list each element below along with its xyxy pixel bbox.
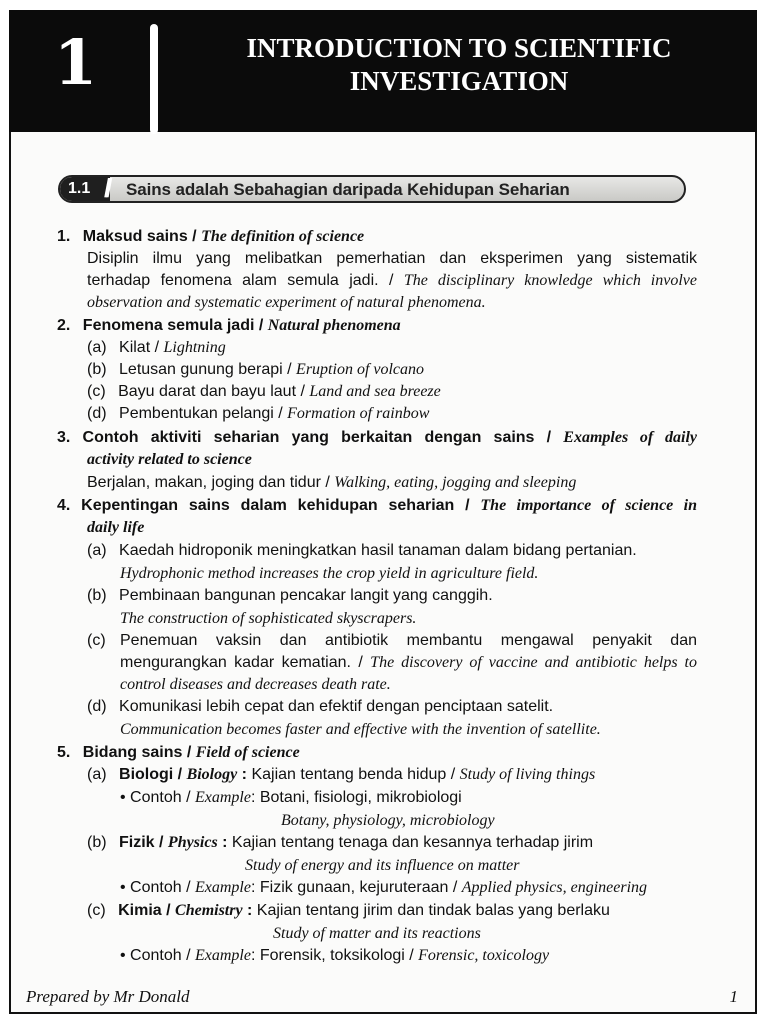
item-1-line-1: Disiplin ilmu yang melibatkan pemerhatian dan eksperimen yang sistematik <box>87 250 697 267</box>
item-4-sub-c-line3: control diseases and decreases death rate. <box>120 676 391 693</box>
item-text-en: The disciplinary knowledge which involve <box>403 272 697 289</box>
sub-text-ms: Pembinaan bangunan pencakar langit yang canggih. <box>119 587 493 604</box>
sub-label: (d) <box>87 698 107 715</box>
item-heading-ms: Fenomena semula jadi / <box>82 317 268 334</box>
item-3-heading-cont: activity related to science <box>87 451 252 468</box>
sub-label: (d) <box>87 405 107 422</box>
section-number-box <box>60 177 110 201</box>
sub-text-en: The discovery of vaccine and antibiotic helps to <box>370 654 697 671</box>
sub-text-en: Land and sea breeze <box>309 383 441 400</box>
item-heading-en: The importance of science in <box>480 497 697 514</box>
item-heading-en: Examples of daily <box>563 429 697 446</box>
section-title: Sains adalah Sebahagian daripada Kehidupan Seharian <box>126 180 570 199</box>
example-list: : Botani, fisiologi, mikrobiologi <box>250 789 462 806</box>
example-list-en: Applied physics, engineering <box>461 879 648 896</box>
sub-label: (a) <box>87 542 107 559</box>
item-4-sub-d <box>87 696 553 718</box>
field-name-en: Biology <box>186 766 238 783</box>
item-number: 4. <box>57 497 71 514</box>
double-slash-icon: // <box>104 175 107 203</box>
sub-text-ms: Komunikasi lebih cepat dan efektif dengan penciptaan satelit. <box>119 698 554 715</box>
item-4-sub-a-en: Hydrophonic method increases the crop yield in agriculture field. <box>120 565 539 582</box>
item-5-sub-a <box>87 764 595 786</box>
field-colon: : <box>242 902 257 919</box>
field-name-en: Physics <box>167 834 218 851</box>
sub-label: (b) <box>87 361 107 378</box>
item-text-ms: terhadap fenomena alam semula jadi. / <box>87 272 404 289</box>
sub-label: (c) <box>87 383 106 400</box>
sub-text-ms: Kaedah hidroponik meningkatkan hasil tanaman dalam bidang pertanian. <box>119 542 637 559</box>
example-label-en: Example <box>194 947 251 964</box>
item-4-sub-b-en: The construction of sophisticated skyscrapers. <box>120 610 417 627</box>
item-2-sub-b <box>87 359 424 381</box>
example-label-en: Example <box>194 789 251 806</box>
item-number: 1. <box>57 228 71 245</box>
field-name-en: Chemistry <box>175 902 243 919</box>
field-desc-ms: Kajian tentang jirim dan tindak balas yang berlaku <box>256 902 610 919</box>
item-4-sub-b <box>87 585 493 607</box>
sub-text-en: Formation of rainbow <box>287 405 430 422</box>
item-text-en: Walking, eating, jogging and sleeping <box>334 474 577 491</box>
sub-text-ms: Letusan gunung berapi / <box>119 361 297 378</box>
chapter-title-line1: INTRODUCTION TO SCIENTIFIC <box>246 33 672 63</box>
item-heading-en: Natural phenomena <box>267 317 401 334</box>
sub-label: (a) <box>87 339 107 356</box>
item-5-sub-c-desc-en: Study of matter and its reactions <box>273 925 481 942</box>
chapter-header <box>9 10 757 132</box>
item-4-sub-d-en: Communication becomes faster and effective with the invention of satellite. <box>120 721 601 738</box>
footer-author: Prepared by Mr Donald <box>26 987 190 1006</box>
example-label-ms: • Contoh / <box>120 947 195 964</box>
item-3-body <box>87 472 576 494</box>
item-number: 5. <box>57 744 71 761</box>
example-label-ms: • Contoh / <box>120 789 195 806</box>
item-1-line-3: observation and systematic experiment of natural phenomena. <box>87 294 486 311</box>
item-5-sub-a-example-en: Botany, physiology, microbiology <box>281 812 495 829</box>
page-number: 1 <box>729 987 738 1006</box>
item-text-ms: Berjalan, makan, joging dan tidur / <box>87 474 335 491</box>
header-divider <box>150 24 158 134</box>
field-colon: : <box>217 834 232 851</box>
example-label-en: Example <box>194 879 251 896</box>
item-5-sub-b-desc-en: Study of energy and its influence on matter <box>245 857 520 874</box>
item-number: 3. <box>57 429 71 446</box>
item-2-sub-d <box>87 403 429 425</box>
sub-text-ms: Bayu darat dan bayu laut / <box>118 383 310 400</box>
item-heading-ms: Contoh aktiviti seharian yang berkaitan dengan sains / <box>82 429 564 446</box>
item-4-sub-c <box>87 630 106 652</box>
item-4-sub-a <box>87 540 637 562</box>
sub-label: (c) <box>87 632 106 649</box>
sub-label: (c) <box>87 902 106 919</box>
sub-text-ms: mengurangkan kadar kematian. / <box>120 654 371 671</box>
item-5-sub-a-example <box>120 787 462 809</box>
field-name-ms: Kimia / <box>118 902 176 919</box>
example-list: : Fizik gunaan, kejuruteraan / <box>250 879 462 896</box>
sub-text-en: Lightning <box>163 339 226 356</box>
sub-text-ms: Kilat / <box>119 339 164 356</box>
chapter-number: 1 <box>54 26 98 99</box>
item-heading-ms: Maksud sains / <box>82 228 202 245</box>
item-3-heading <box>57 427 697 449</box>
field-desc-ms: Kajian tentang benda hidup / <box>251 766 460 783</box>
example-list-en: Forensic, toxicology <box>418 947 550 964</box>
sub-label: (b) <box>87 834 107 851</box>
item-2-sub-a <box>87 337 226 359</box>
item-2-heading <box>57 315 401 337</box>
section-number: 1.1 <box>68 180 91 197</box>
sub-label: (a) <box>87 766 107 783</box>
section-heading <box>58 175 686 203</box>
field-name-ms: Biologi / <box>119 766 187 783</box>
field-colon: : <box>237 766 252 783</box>
field-desc-ms: Kajian tentang tenaga dan kesannya terhadap jirim <box>231 834 594 851</box>
item-5-sub-b <box>87 832 593 854</box>
field-desc-en: Study of living things <box>459 766 596 783</box>
item-5-sub-c <box>87 900 610 922</box>
chapter-title-line2: INVESTIGATION <box>349 66 569 96</box>
sub-text-en: Eruption of volcano <box>296 361 425 378</box>
chapter-title <box>179 32 739 98</box>
item-5-sub-b-example <box>120 877 647 899</box>
item-heading-en: The definition of science <box>201 228 365 245</box>
item-heading-en: Field of science <box>195 744 300 761</box>
item-4-sub-c-line1: Penemuan vaksin dan antibiotik membantu mengawal penyakit dan <box>120 632 697 649</box>
item-1-line-2 <box>87 270 697 292</box>
sub-text-ms: Pembentukan pelangi / <box>119 405 288 422</box>
item-5-sub-c-example <box>120 945 549 967</box>
item-5-heading <box>57 742 300 764</box>
item-4-heading <box>57 495 697 517</box>
sub-label: (b) <box>87 587 107 604</box>
item-1-heading <box>57 226 364 248</box>
example-list: : Forensik, toksikologi / <box>250 947 419 964</box>
item-2-sub-c <box>87 381 441 403</box>
field-name-ms: Fizik / <box>119 834 168 851</box>
item-heading-ms: Bidang sains / <box>82 744 196 761</box>
item-heading-ms: Kepentingan sains dalam kehidupan seharian / <box>81 497 481 514</box>
item-4-heading-cont: daily life <box>87 519 145 536</box>
item-number: 2. <box>57 317 71 334</box>
example-label-ms: • Contoh / <box>120 879 195 896</box>
item-4-sub-c-line2 <box>120 652 697 674</box>
